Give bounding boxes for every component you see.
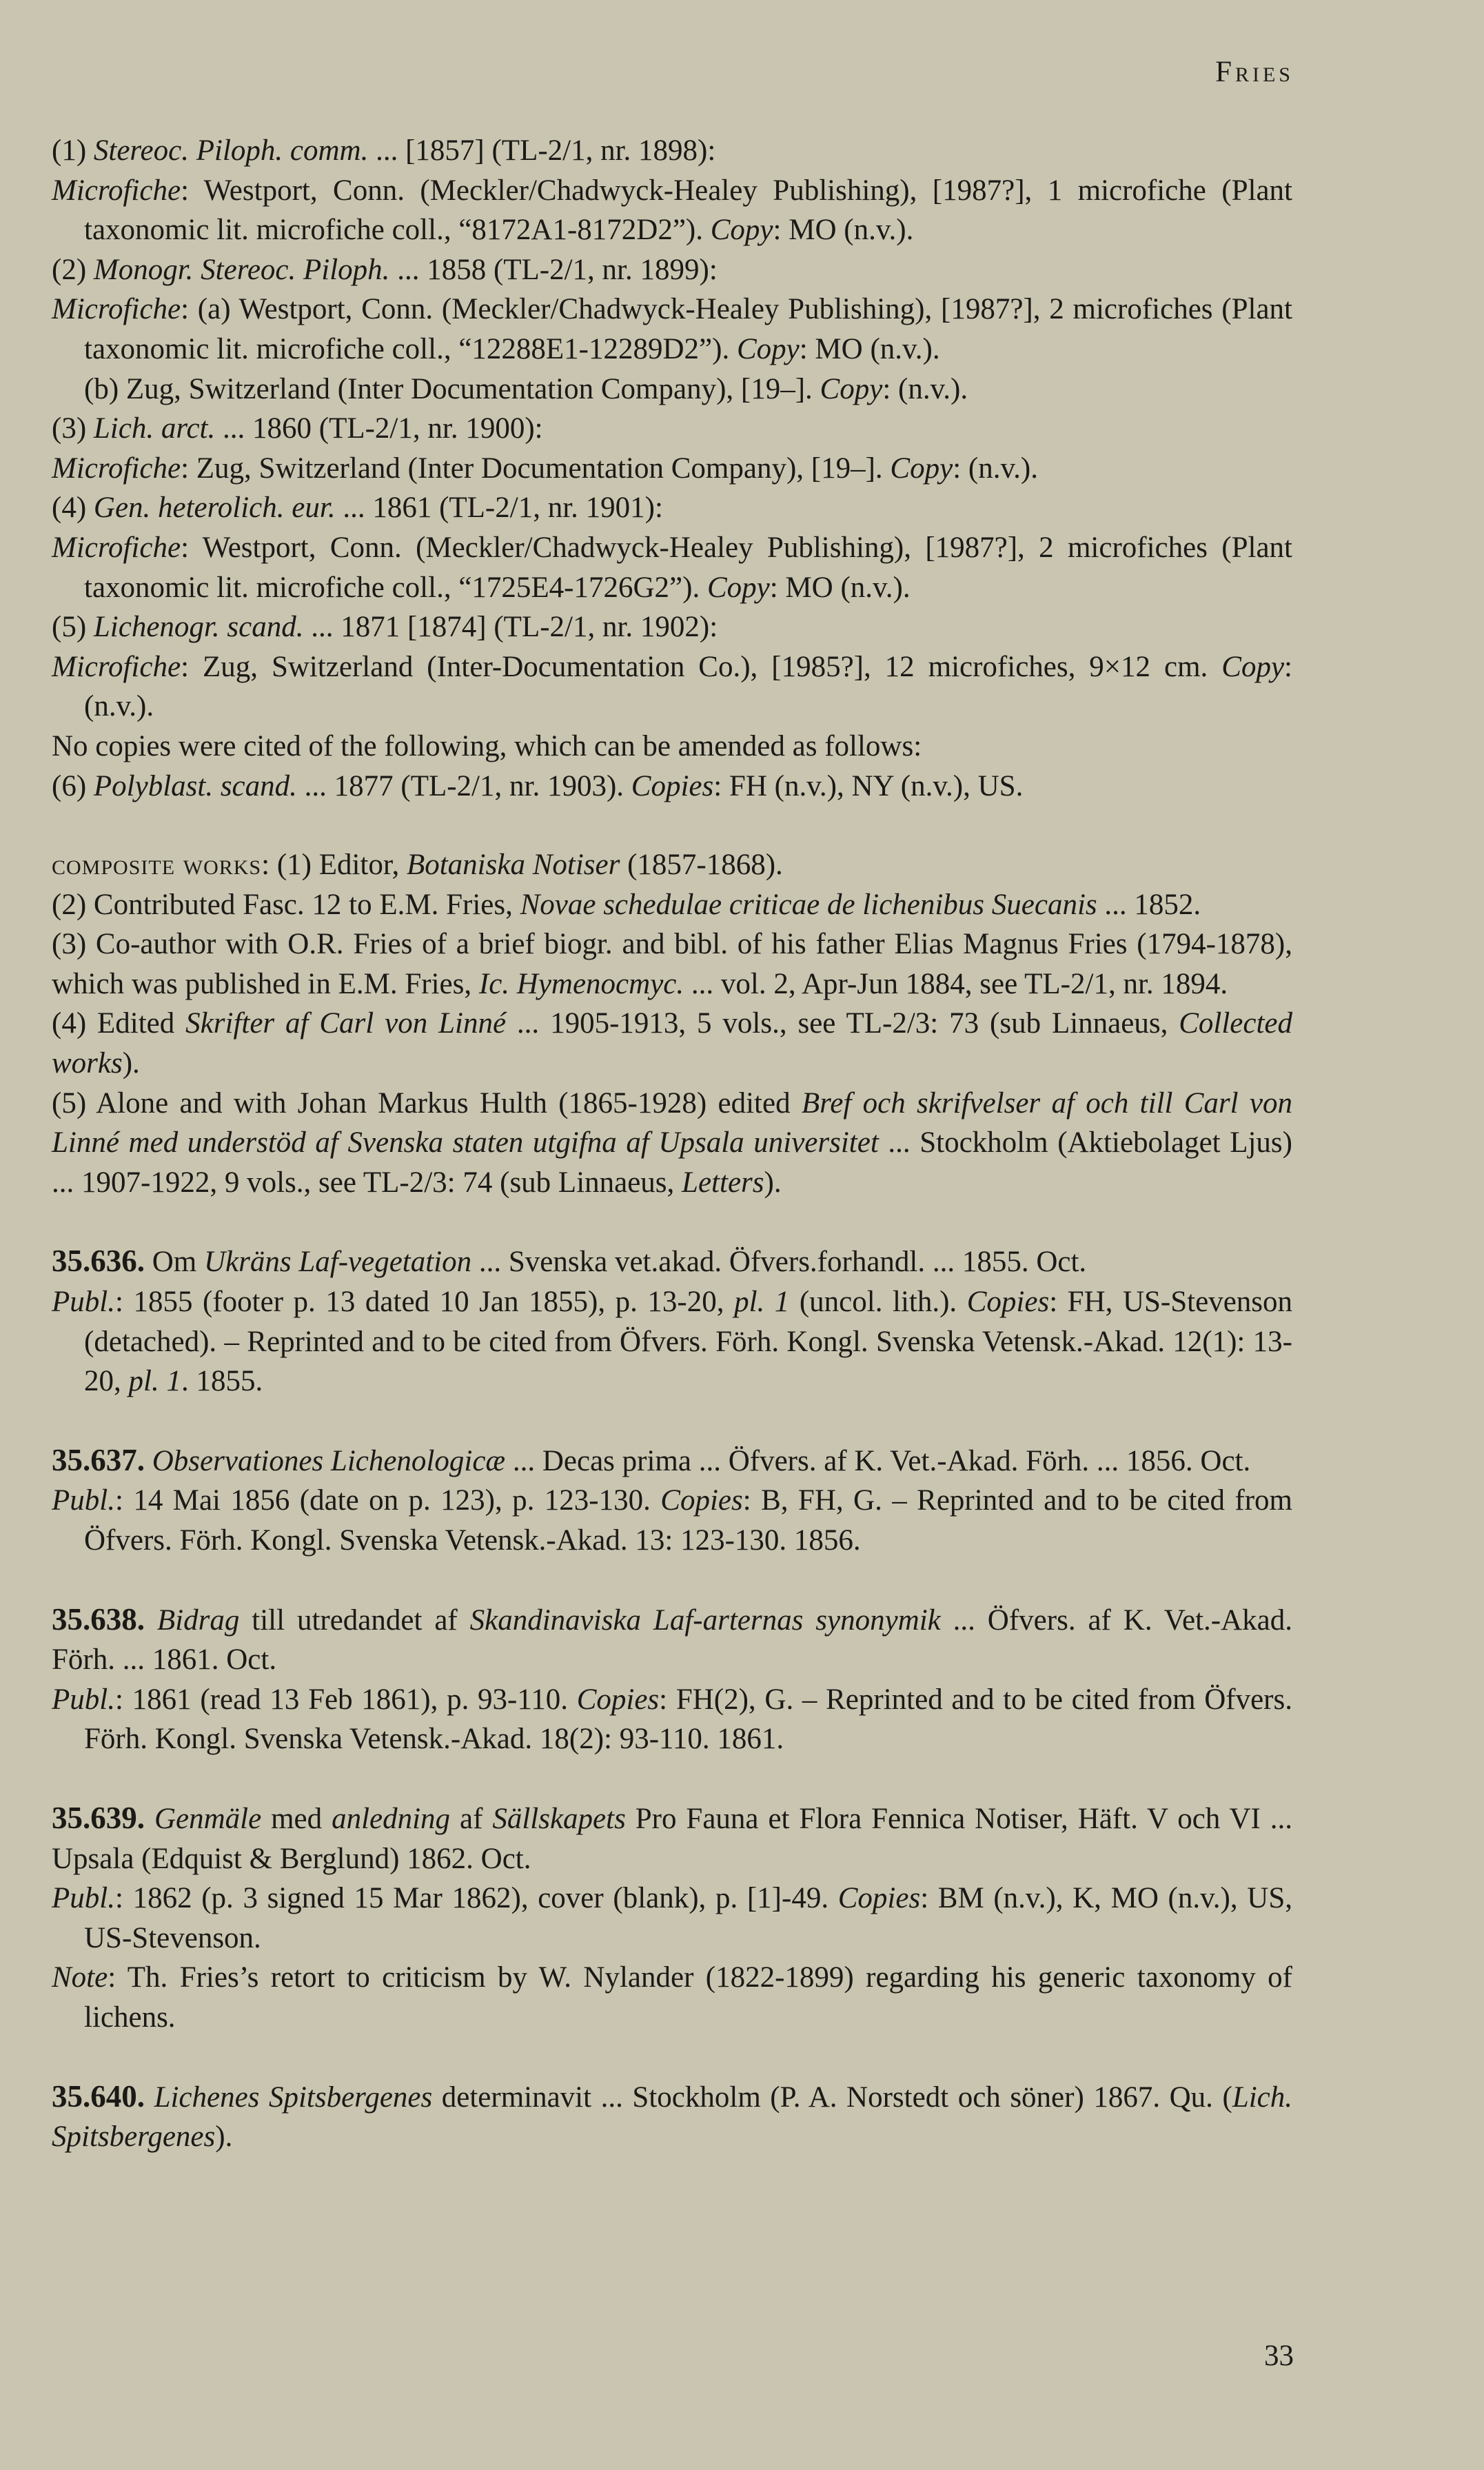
spacer: [52, 2038, 1292, 2077]
composite-works-2: (2) Contributed Fasc. 12 to E.M. Fries, Novae schedulae criticae de lichenibus Suecanis ... 1852.: [52, 888, 1201, 921]
running-head: Fries: [1215, 56, 1294, 88]
spacer: [52, 1759, 1292, 1799]
no-copies-note: No copies were cited of the following, which can be amended as follows:: [52, 729, 922, 762]
entry-35-638-title: 35.638. Bidrag till utredandet af Skandinaviska Laf-arternas synonymik ... Öfvers. af K. Vet.-Akad. Förh. ... 1861. Oct.: [52, 1601, 1292, 1677]
entry-35-636-publ: Publ.: 1855 (footer p. 13 dated 10 Jan 1855), p. 13-20, pl. 1 (uncol. lith.). Copies: FH, US-Stevenson (detached). – Reprinted and to be cited from Öfvers. Förh. Kongl. Svenska Vetensk.-Akad. 12(1): 13-20, pl. 1. 1855.: [52, 1286, 1293, 1398]
microform-title-6: (6) Polyblast. scand. ... 1877 (TL-2/1, nr. 1903). Copies: FH (n.v.), NY (n.v.), US.: [52, 769, 1024, 802]
microform-title-3: (3) Lich. arct. ... 1860 (TL-2/1, nr. 1900):: [52, 412, 543, 445]
microform-title-4: (4) Gen. heterolich. eur. ... 1861 (TL-2/1, nr. 1901):: [52, 492, 663, 525]
spacer: [52, 1202, 1292, 1242]
entry-35-637-title: 35.637. Observationes Lichenologicæ ... Decas prima ... Öfvers. af K. Vet.-Akad. Förh. ... 1856. Oct.: [52, 1442, 1251, 1477]
spacer: [52, 1561, 1292, 1600]
entry-35-638-publ: Publ.: 1861 (read 13 Feb 1861), p. 93-110. Copies: FH(2), G. – Reprinted and to be cited from Öfvers. Förh. Kongl. Svenska Vetensk.-Akad. 18(2): 93-110. 1861.: [52, 1683, 1292, 1756]
composite-works-5: (5) Alone and with Johan Markus Hulth (1865-1928) edited Bref och skrifvelser af och till Carl von Linné med understöd af Svenska staten utgifna af Upsala universitet ... Stockholm (Aktiebolaget Ljus) ... 1907-1922, 9 vols., see TL-2/3: 74 (sub Linnaeus, Letters).: [52, 1086, 1293, 1199]
composite-works-1: composite works: (1) Editor, Botaniska Notiser (1857-1868).: [52, 849, 783, 882]
microform-detail-2: Microfiche: (a) Westport, Conn. (Meckler/Chadwyck-Healey Publishing), [1987?], 2 microfiches (Plant taxonomic lit. microfiche coll., “12288E1-12289D2”). Copy: MO (n.v.). (b) Zug, Switzerland (Inter Documentation Company), [19–]. Copy: (n.v.).: [52, 293, 1292, 405]
spacer: [52, 1401, 1292, 1441]
spacer: [52, 806, 1292, 845]
entry-35-639-publ: Publ.: 1862 (p. 3 signed 15 Mar 1862), cover (blank), p. [1]-49. Copies: BM (n.v.), K, MO (n.v.), US, US-Stevenson.: [52, 1882, 1292, 1954]
microform-title-5: (5) Lichenogr. scand. ... 1871 [1874] (TL-2/1, nr. 1902):: [52, 611, 718, 644]
microform-detail-1: Microfiche: Westport, Conn. (Meckler/Chadwyck-Healey Publishing), [1987?], 1 microfiche (Plant taxonomic lit. microfiche coll., “8172A1-8172D2”). Copy: MO (n.v.).: [52, 174, 1292, 247]
microform-detail-5: Microfiche: Zug, Switzerland (Inter-Documentation Co.), [1985?], 12 microfiches, 9×12 cm. Copy: (n.v.).: [52, 650, 1292, 723]
microform-detail-3: Microfiche: Zug, Switzerland (Inter Documentation Company), [19–]. Copy: (n.v.).: [52, 452, 1038, 485]
microform-title-2: (2) Monogr. Stereoc. Piloph. ... 1858 (TL-2/1, nr. 1899):: [52, 253, 718, 286]
composite-works-3: (3) Co-author with O.R. Fries of a brief biogr. and bibl. of his father Elias Magnus Fries (1794-1878), which was published in E.M. Fries, Ic. Hymenocmyc. ... vol. 2, Apr-Jun 1884, see TL-2/1, nr. 1894.: [52, 928, 1292, 1000]
page-body: [52, 131, 1292, 2157]
entry-35-639-note: Note: Th. Fries’s retort to criticism by W. Nylander (1822-1899) regarding his generic taxonomy of lichens.: [52, 1961, 1292, 2034]
composite-works-4: (4) Edited Skrifter af Carl von Linné ... 1905-1913, 5 vols., see TL-2/3: 73 (sub Linnaeus, Collected works).: [52, 1007, 1292, 1080]
page-number: 33: [1264, 2340, 1294, 2372]
entry-35-637-publ: Publ.: 14 Mai 1856 (date on p. 123), p. 123-130. Copies: B, FH, G. – Reprinted and to be cited from Öfvers. Förh. Kongl. Svenska Vetensk.-Akad. 13: 123-130. 1856.: [52, 1484, 1292, 1557]
microform-detail-4: Microfiche: Westport, Conn. (Meckler/Chadwyck-Healey Publishing), [1987?], 2 microfiches (Plant taxonomic lit. microfiche coll., “1725E4-1726G2”). Copy: MO (n.v.).: [52, 531, 1292, 604]
entry-35-640-title: 35.640. Lichenes Spitsbergenes determinavit ... Stockholm (P. A. Norstedt och söner) 1867. Qu. (Lich. Spitsbergenes).: [52, 2078, 1293, 2154]
entry-35-639-title: 35.639. Genmäle med anledning af Sällskapets Pro Fauna et Flora Fennica Notiser, Häft. V och VI ... Upsala (Edquist & Berglund) 1862. Oct.: [52, 1800, 1293, 1875]
entry-35-636-title: 35.636. Om Ukräns Laf-vegetation ... Svenska vet.akad. Öfvers.forhandl. ... 1855. Oct.: [52, 1244, 1087, 1279]
microform-title-1: (1) Stereoc. Piloph. comm. ... [1857] (TL-2/1, nr. 1898):: [52, 134, 716, 167]
